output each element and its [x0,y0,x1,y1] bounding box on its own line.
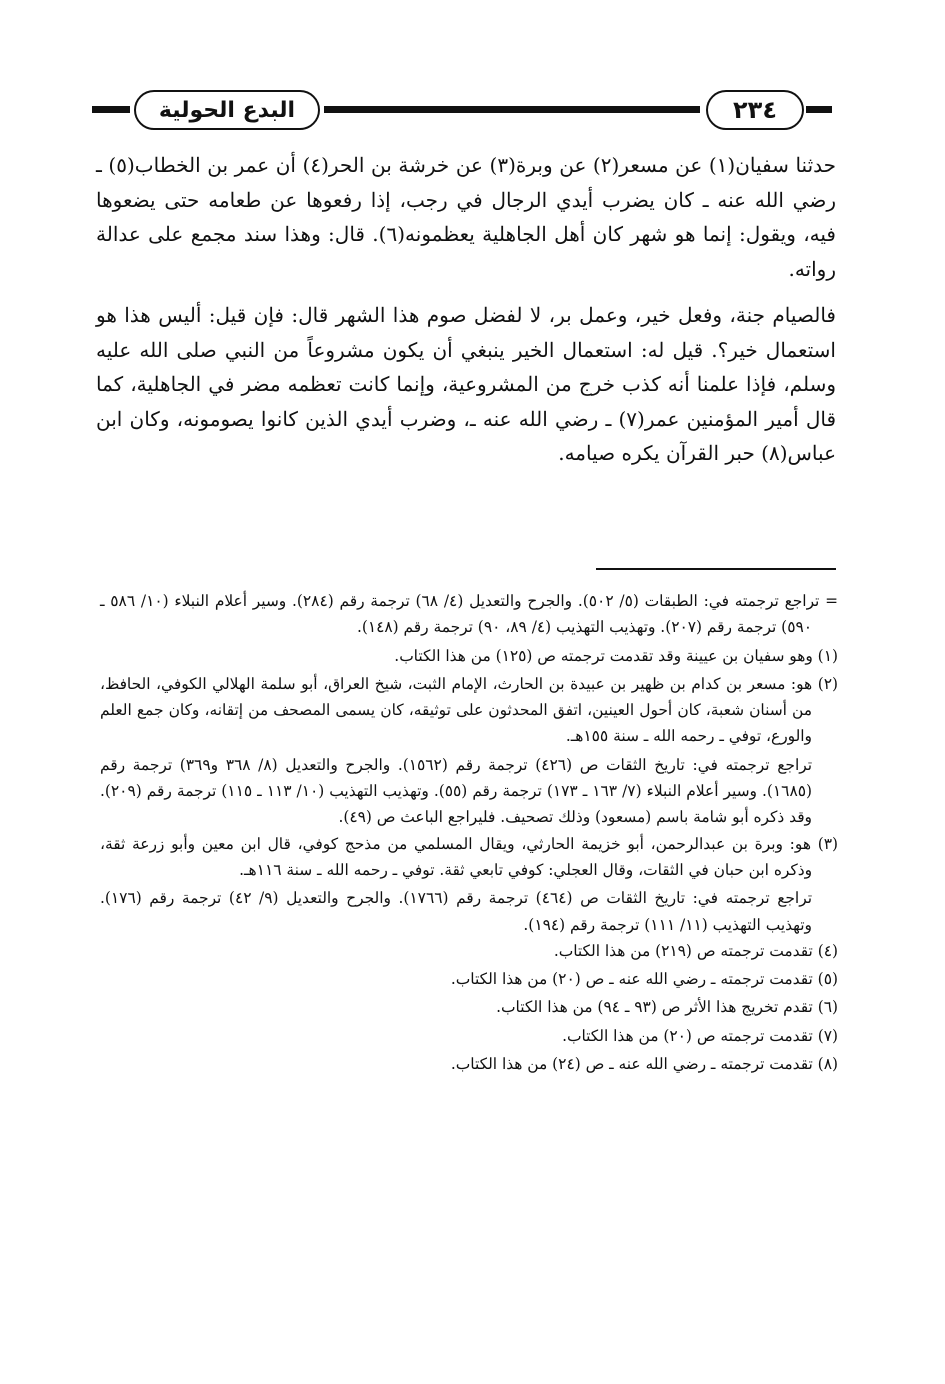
footnote: (٨) تقدمت ترجمته ـ رضي الله عنه ـ ص (٢٤) من هذا الكتاب. [450,1055,838,1074]
main-text [96,148,836,471]
footnote: (١) وهو سفيان بن عيينة وقد تقدمت ترجمته ص (١٢٥) من هذا الكتاب. [394,646,838,665]
footnote: (٢) هو: مسعر بن كدام بن ظهير بن عبيدة بن الحارث، الإمام الثبت، شيخ العراق، أبو سلمة الهلالي الكوفي، الحافظ، من أسنان شعبة، كان أحول العينين، اتفق المحدثون على توثيقه، كان يسمى المصحف من إتقانه، وكان جمع العلم والورع، توفي ـ رحمه الله ـ سنة ١٥٥هـ. [100,674,838,746]
footnote: = تراجع ترجمته في: الطبقات (٥/ ٥٠٢). والجرح والتعديل (٤/ ٦٨) ترجمة رقم (٢٨٤). وسير أعلام النبلاء (١٠/ ٥٨٦ ـ ٥٩٠) ترجمة رقم (٢٠٧). وتهذيب التهذيب (٤/ ٨٩، ٩٠) ترجمة رقم (١٤٨). [100,592,839,637]
footnote-separator [596,568,836,570]
footnote-continuation: تراجع ترجمته في: تاريخ الثقات ص (٤٦٤) ترجمة رقم (١٧٦٦). والجرح والتعديل (٩/ ٤٢) ترجمة رقم (١٧٦). وتهذيب التهذيب (١١/ ١١١) ترجمة رقم (١٩٤). [100,889,812,934]
page-number: ٢٣٤ [706,90,804,130]
footnote: (٦) تقدم تخريج هذا الأثر ص (٩٣ ـ ٩٤) من هذا الكتاب. [496,998,838,1017]
footnotes [100,588,838,1079]
header-rule-right [806,106,832,113]
paragraph: حدثنا سفيان(١) عن مسعر(٢) عن وبرة(٣) عن خرشة بن الحر(٤) أن عمر بن الخطاب(٥) ـ رضي الله عنه ـ كان يضرب أيدي الرجال في رجب، إذا رفعوها عن طعامه حتى يضعوها فيه، ويقول: إنما هو شهر كان أهل الجاهلية يعظمونه(٦). قال: وهذا سند مجمع على عدالة رواته. [96,153,837,281]
footnote: (٤) تقدمت ترجمته ص (٢١٩) من هذا الكتاب. [553,941,838,960]
header-rule-middle [324,106,700,113]
page-header [92,88,832,132]
footnote-continuation: تراجع ترجمته في: تاريخ الثقات ص (٤٢٦) ترجمة رقم (١٥٦٢). والجرح والتعديل (٨/ ٣٦٨ و٣٦٩) ترجمة رقم (١٦٨٥). وسير أعلام النبلاء (٧/ ١٦٣ ـ ١٧٣) ترجمة رقم (٥٥). وتهذيب التهذيب (١٠/ ١١٣ ـ ١١٥) ترجمة رقم (٢٠٩). وقد ذكره أبو شامة باسم (مسعود) وذلك تصحيف. فليراجع الباعث ص (٤٩). [100,755,812,827]
running-title: البدع الحولية [134,90,320,130]
footnote: (٧) تقدمت ترجمته ص (٢٠) من هذا الكتاب. [562,1026,838,1045]
footnote: (٣) هو: وبرة بن عبدالرحمن، أبو خزيمة الحارثي، ويقال المسلمي من مذحج كوفي، قال ابن معين وأبو زرعة ثقة، وذكره ابن حبان في الثقات، وقال العجلي: كوفي تابعي ثقة. توفي ـ رحمه الله ـ سنة ١١٦هـ. [100,834,838,879]
header-rule-left [92,106,130,113]
paragraph: فالصيام جنة، وفعل خير، وعمل بر، لا لفضل صوم هذا الشهر قال: فإن قيل: أليس هذا هو استعمال خير؟. قيل له: استعمال الخير ينبغي أن يكون مشروعاً من النبي صلى الله عليه وسلم، فإذا علمنا أنه كذب خرج من المشروعية، وإنما كانت تعظمه مضر في الجاهلية، كما قال أمير المؤمنين عمر(٧) ـ رضي الله عنه ـ، وضرب أيدي الذين كانوا يصومونه، وكان ابن عباس(٨) حبر القرآن يكره صيامه. [96,303,837,465]
footnote: (٥) تقدمت ترجمته ـ رضي الله عنه ـ ص (٢٠) من هذا الكتاب. [450,970,838,989]
